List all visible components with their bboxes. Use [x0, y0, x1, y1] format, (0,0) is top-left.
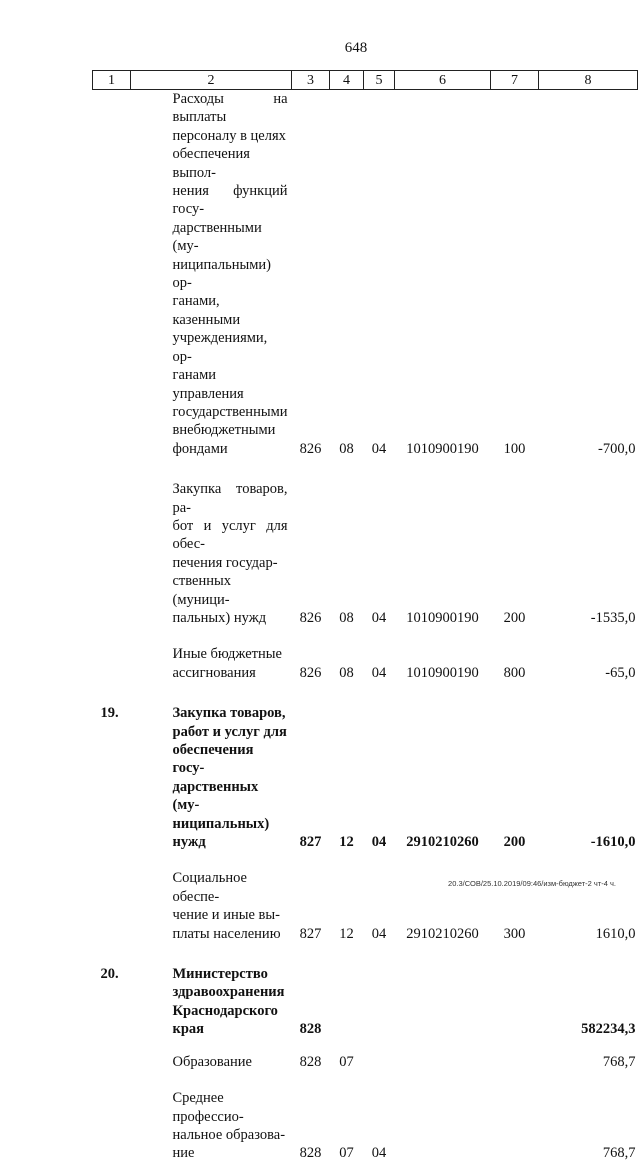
spacer-cell [93, 1039, 638, 1053]
subsection-code: 04 [371, 834, 387, 851]
section-code: 08 [339, 609, 354, 626]
ministry-code: 828 [299, 1145, 322, 1162]
table-row [93, 1089, 638, 1163]
expense-name [131, 965, 292, 1039]
table-row [93, 704, 638, 851]
target-article-code: 2910210260 [406, 834, 479, 851]
amount: -1610,0 [590, 834, 636, 851]
subsection-code: 04 [371, 1145, 387, 1162]
expense-name-line: Иные бюджетные [172, 646, 282, 663]
subsection-code: 04 [371, 609, 387, 626]
expense-name-line: обеспечения госу- [172, 742, 254, 777]
expense-name-line: государственными [172, 403, 288, 420]
section-code: 07 [339, 1145, 354, 1162]
row-spacer [93, 1039, 638, 1053]
row-number [93, 90, 131, 459]
target-article-code: 2910210260 [406, 925, 479, 942]
expense-name-line: чение и иные вы- [172, 907, 280, 924]
section-code: 07 [339, 1053, 354, 1070]
expense-type-code [491, 965, 539, 1039]
expense-name-line: работ и услуг для [172, 723, 287, 740]
subsection-code: 04 [371, 664, 387, 681]
amount: -65,0 [605, 664, 636, 681]
column-number-row [93, 71, 638, 90]
expense-name [131, 1053, 292, 1071]
expense-type-code: 100 [503, 440, 526, 457]
target-article-code [395, 1089, 491, 1163]
expense-name-line: бот и услуг для обес- [172, 517, 288, 553]
expense-name-line: фондами [172, 440, 228, 457]
expense-type-code: 300 [503, 925, 526, 942]
ministry-code: 828 [299, 1021, 322, 1038]
target-article-code: 1010900190 [406, 664, 479, 681]
row-spacer [93, 627, 638, 645]
expense-name-line: ассигнования [172, 664, 256, 681]
expense-name-line: обеспечения выпол- [172, 146, 250, 181]
expense-name [131, 645, 292, 682]
target-article-code [395, 1053, 491, 1071]
subsection-code: 04 [371, 440, 387, 457]
ministry-code: 826 [299, 440, 322, 457]
table-row [93, 1053, 638, 1071]
expense-name-line: внебюджетными [172, 422, 276, 439]
row-number: 20. [100, 966, 119, 983]
expense-name-line: ганами, казенными [172, 293, 241, 328]
expense-name-line: Расходы на выплаты [172, 91, 288, 126]
ministry-code: 826 [299, 609, 322, 626]
expense-name [131, 704, 292, 851]
expense-name-line: нения функций госу- [172, 183, 288, 218]
expense-name-line: здравоохранения [172, 984, 285, 1001]
spacer-cell [93, 943, 638, 965]
expense-name-line: пальных) нужд [172, 609, 267, 626]
expense-type-code: 200 [503, 834, 526, 851]
column-header: 2 [131, 71, 292, 90]
expense-name [131, 1089, 292, 1163]
expense-name [131, 90, 292, 459]
row-number [93, 869, 131, 943]
expense-name-line: ганами управления [172, 367, 244, 402]
subsection-code [364, 1053, 395, 1071]
ministry-code: 826 [299, 664, 322, 681]
row-number [93, 1089, 131, 1163]
spacer-cell [93, 851, 638, 869]
ministry-code: 828 [299, 1053, 322, 1070]
column-header: 1 [93, 71, 131, 90]
expense-type-code: 800 [503, 664, 526, 681]
column-header: 6 [395, 71, 491, 90]
expense-name-line: ниципальных) [172, 815, 270, 832]
subsection-code: 04 [371, 925, 387, 942]
row-spacer [93, 1071, 638, 1089]
table-row [93, 480, 638, 627]
expense-name-line: края [172, 1021, 205, 1038]
amount: -1535,0 [590, 609, 636, 626]
subsection-code [364, 965, 395, 1039]
spacer-cell [93, 682, 638, 704]
expense-name-line: нальное образова- [172, 1126, 286, 1143]
section-code: 12 [339, 834, 354, 851]
expense-name-line: дарственными (му- [172, 219, 262, 255]
table-row [93, 90, 638, 459]
target-article-code: 1010900190 [406, 609, 479, 626]
ministry-code: 827 [299, 925, 322, 942]
expense-name-line: Закупка товаров, [172, 705, 286, 722]
column-header: 7 [491, 71, 539, 90]
amount: 582234,3 [581, 1021, 636, 1038]
row-number [93, 480, 131, 627]
spacer-cell [93, 1071, 638, 1089]
expense-type-code [491, 1053, 539, 1071]
target-article-code: 1010900190 [406, 440, 479, 457]
row-spacer [93, 458, 638, 480]
expense-name-line: учреждениями, ор- [172, 330, 268, 365]
section-code: 12 [339, 925, 354, 942]
expense-name [131, 869, 292, 943]
row-spacer [93, 943, 638, 965]
expense-name-line: платы населению [172, 925, 281, 942]
amount: 768,7 [602, 1145, 636, 1162]
expense-name-line: Министерство [172, 966, 268, 983]
table-row [93, 645, 638, 682]
target-article-code [395, 965, 491, 1039]
expense-name-line: нужд [172, 834, 206, 851]
table-row [93, 965, 638, 1039]
expense-name-line: печения государ- [172, 554, 278, 571]
expense-name-line: Среднее профессио- [172, 1090, 244, 1125]
expense-type-code [491, 1089, 539, 1163]
amount: -700,0 [598, 440, 636, 457]
expense-name-line: ниципальными) ор- [172, 256, 271, 292]
budget-table [92, 70, 638, 1163]
expense-name-line: Социальное обеспе- [172, 870, 247, 905]
spacer-cell [93, 458, 638, 480]
row-spacer [93, 682, 638, 704]
page-number: 648 [344, 40, 368, 56]
expense-name-line: Закупка товаров, ра- [172, 481, 288, 516]
column-header: 4 [330, 71, 364, 90]
document-footer-code: 20.3/СОВ/25.10.2019/09:46/изм-бюджет-2 чт-4 ч. [448, 879, 616, 888]
row-number: 19. [100, 705, 119, 722]
expense-name-line: ние [172, 1145, 195, 1162]
amount: 1610,0 [595, 925, 636, 942]
expense-name-line: персоналу в целях [172, 127, 286, 144]
section-code: 08 [339, 440, 354, 457]
expense-name-line: дарственных (му- [172, 778, 259, 814]
row-spacer [93, 851, 638, 869]
row-number [93, 645, 131, 682]
row-number [93, 1053, 131, 1071]
expense-name [131, 480, 292, 627]
spacer-cell [93, 627, 638, 645]
expense-type-code: 200 [503, 609, 526, 626]
column-header: 3 [292, 71, 330, 90]
column-header: 8 [539, 71, 638, 90]
amount: 768,7 [602, 1053, 636, 1070]
column-header: 5 [364, 71, 395, 90]
expense-name-line: ственных (муници- [172, 573, 231, 608]
section-code [330, 965, 364, 1039]
expense-name-line: Образование [172, 1053, 252, 1070]
ministry-code: 827 [299, 834, 322, 851]
expense-name-line: Краснодарского [172, 1002, 278, 1019]
section-code: 08 [339, 664, 354, 681]
